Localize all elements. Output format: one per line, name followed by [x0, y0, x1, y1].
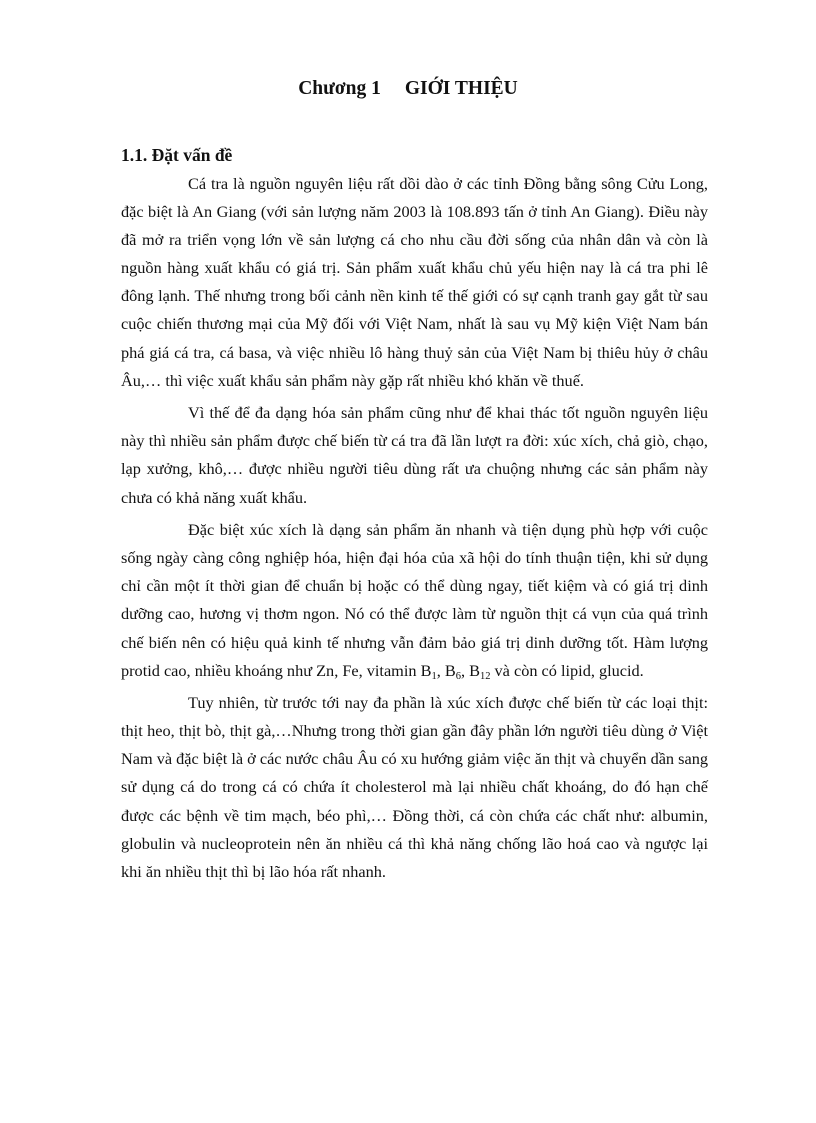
section-heading: 1.1. Đặt vấn đề [121, 145, 233, 165]
paragraph-2: Vì thế để đa dạng hóa sản phẩm cũng như để khai thác tốt nguồn nguyên liệu này thì nhiều sản phẩm được chế biến từ cá tra đã lần lượt ra đời: xúc xích, chả giò, chạo, lạp xưởng, khô,… được nhiều người tiêu dùng rất ưa chuộng nhưng các sản phẩm này chưa có khả năng xuất khẩu. [121, 403, 708, 507]
paragraph-4: Tuy nhiên, từ trước tới nay đa phần là xúc xích được chế biến từ các loại thịt: thịt heo, thịt bò, thịt gà,…Nhưng trong thời gian gần đây phần lớn người tiêu dùng ở Việt Nam và đặc biệt là ở các nước châu Âu có xu hướng giảm việc ăn thịt và chuyển dần sang sử dụng cá do trong cá có chứa ít cholesterol mà lại nhiều chất khoáng, do đó hạn chế được các bệnh về tim mạch, béo phì,… Đồng thời, cá còn chứa các chất như: albumin, globulin và nucleoprotein nên ăn nhiều cá thì khả năng chống lão hoá cao và ngược lại khi ăn nhiều thịt thì bị lão hóa rất nhanh. [121, 693, 708, 881]
paragraph-1: Cá tra là nguồn nguyên liệu rất dồi dào ở các tỉnh Đồng bằng sông Cửu Long, đặc biệt là An Giang (với sản lượng năm 2003 là 108.893 tấn ở tỉnh An Giang). Điều này đã mở ra triển vọng lớn về sản lượng cá cho nhu cầu đời sống của nhân dân và còn là nguồn hàng xuất khẩu có giá trị. Sản phẩm xuất khẩu chủ yếu hiện nay là cá tra phi lê đông lạnh. Thế nhưng trong bối cảnh nền kinh tế thế giới có sự cạnh tranh gay gắt từ sau cuộc chiến thương mại của Mỹ đối với Việt Nam, nhất là sau vụ Mỹ kiện Việt Nam bán phá giá cá tra, cá basa, và việc nhiều lô hàng thuỷ sản của Việt Nam bị thiêu hủy ở châu Âu,… thì việc xuất khẩu sản phẩm này gặp rất nhiều khó khăn về thuế. [121, 174, 708, 390]
paragraph-3-tail: và còn có lipid, glucid. [490, 660, 644, 680]
subscript-b1: 1 [431, 670, 437, 682]
paragraph-3-text: Đặc biệt xúc xích là dạng sản phẩm ăn nhanh và tiện dụng phù hợp với cuộc sống ngày càng công nghiệp hóa, hiện đại hóa của xã hội do tính thuận tiện, khi sử dụng chỉ cần một ít thời gian để chuẩn bị hoặc có thể dùng ngay, tiết kiệm và có giá trị dinh dưỡng cao, hương vị thơm ngon. Nó có thể được làm từ nguồn thịt cá vụn của quá trình chế biến nên có hiệu quả kinh tế nhưng vẫn đảm bảo giá trị dinh dưỡng tốt. Hàm lượng protid cao, nhiều khoáng như Zn, Fe, vitamin B [121, 520, 708, 680]
chapter-label: Chương 1 [298, 78, 381, 99]
separator-b12: , B [460, 660, 480, 680]
body-text [121, 170, 708, 890]
subscript-b6: 6 [455, 670, 461, 682]
subscript-b12: 12 [479, 670, 491, 682]
chapter-name: GIỚI THIỆU [404, 78, 518, 99]
separator-b6: , B [436, 660, 456, 680]
paragraph-3 [121, 516, 708, 685]
chapter-title [0, 76, 816, 102]
